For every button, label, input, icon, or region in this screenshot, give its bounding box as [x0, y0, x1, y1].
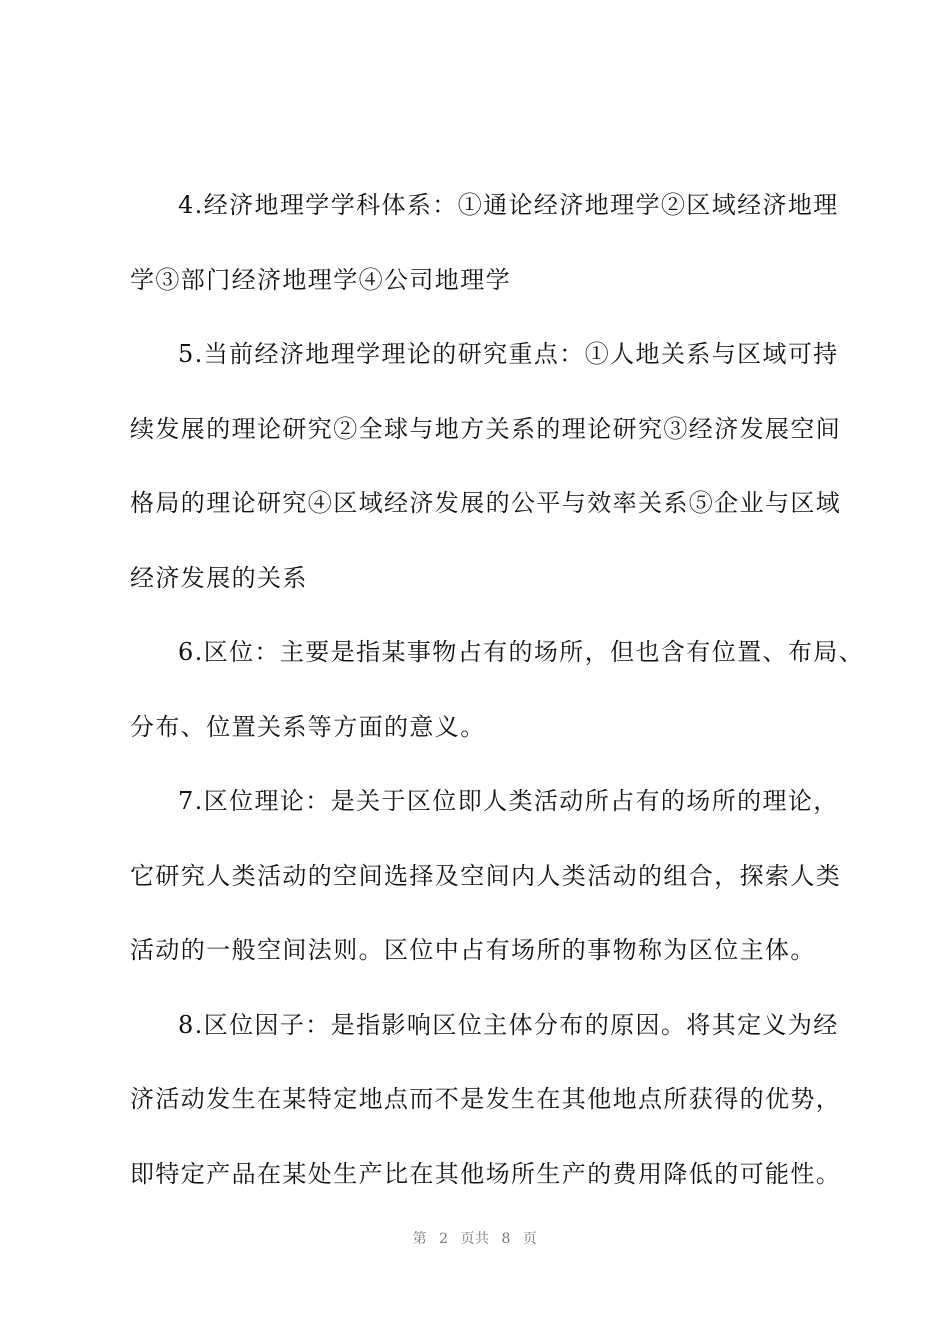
paragraph-line: 它研究人类活动的空间选择及空间内人类活动的组合，探索人类 — [130, 861, 842, 890]
paragraph-6 — [130, 615, 865, 764]
document-body — [130, 168, 865, 1211]
paragraph-line: 7.区位理论：是关于区位即人类活动所占有的场所的理论， — [178, 787, 839, 815]
paragraph-line: 活动的一般空间法则。区位中占有场所的事物称为区位主体。 — [130, 936, 816, 964]
footer-total-pages: 8 — [501, 1231, 511, 1247]
paragraph-line: 5.当前经济地理学理论的研究重点：①人地关系与区域可持 — [178, 340, 839, 368]
paragraph-line: 分布、位置关系等方面的意义。 — [130, 712, 486, 741]
page-footer — [0, 1228, 950, 1248]
footer-current-page: 2 — [439, 1231, 449, 1247]
paragraph-line: 4.经济地理学学科体系：①通论经济地理学②区域经济地理 — [178, 191, 839, 219]
paragraph-8 — [130, 988, 850, 1212]
footer-suffix: 页 — [522, 1231, 538, 1247]
paragraph-5 — [130, 317, 850, 615]
footer-prefix: 第 — [412, 1231, 428, 1247]
paragraph-line: 经济发展的关系 — [130, 563, 308, 592]
paragraph-line: 即特定产品在某处生产比在其他场所生产的费用降低的可能性。 — [130, 1159, 842, 1188]
paragraph-line: 8.区位因子：是指影响区位主体分布的原因。将其定义为经 — [178, 1010, 839, 1039]
paragraph-4 — [130, 168, 850, 317]
paragraph-7 — [130, 764, 850, 988]
paragraph-line: 6.区位：主要是指某事物占有的场所，但也含有位置、布局、 — [178, 638, 865, 666]
paragraph-line: 学③部门经济地理学④公司地理学 — [130, 265, 511, 294]
footer-middle: 页共 — [460, 1231, 490, 1247]
paragraph-line: 续发展的理论研究②全球与地方关系的理论研究③经济发展空间 — [130, 414, 842, 443]
paragraph-line: 济活动发生在某特定地点而不是发生在其他地点所获得的优势， — [130, 1085, 842, 1113]
paragraph-line: 格局的理论研究④区域经济发展的公平与效率关系⑤企业与区域 — [130, 489, 842, 517]
